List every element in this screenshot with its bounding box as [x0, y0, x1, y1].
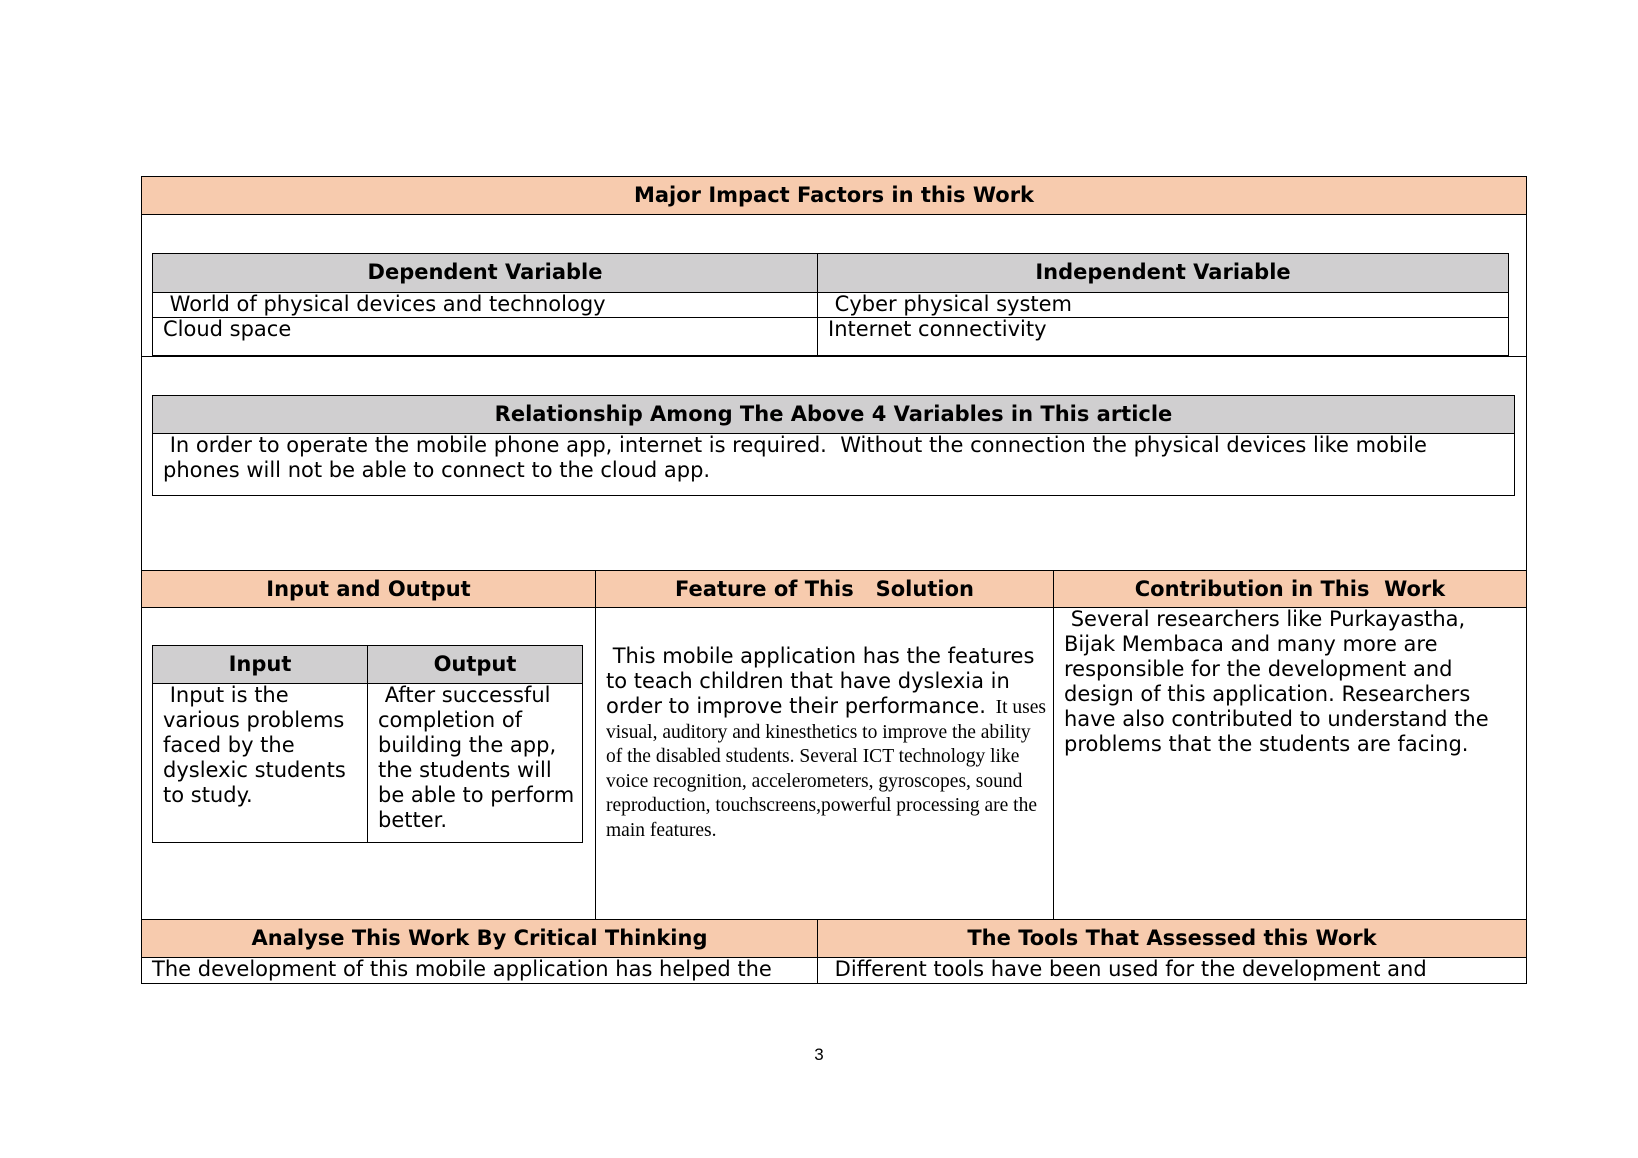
critical-thinking-text: The development of this mobile application has helped the [152, 957, 772, 981]
output-header: Output [368, 646, 582, 683]
feature-header: Feature of This Solution [596, 571, 1053, 607]
contribution-header: Contribution in This Work [1054, 571, 1526, 607]
variables-table [152, 253, 1509, 356]
relationship-body: In order to operate the mobile phone app, internet is required. Without the connection the physical devices like mobile phones will not be able to connect to the cloud app. [163, 433, 1434, 482]
major-impact-title: Major Impact Factors in this Work [633, 183, 1035, 207]
independent-variable-header: Independent Variable [818, 254, 1508, 292]
dependent-variable-header: Dependent Variable [153, 254, 817, 292]
input-cell: Input is the various problems faced by the dyslexic students to study. [163, 683, 353, 807]
relationship-header [153, 396, 1514, 433]
feature-serif-text: It uses visual, auditory and kinesthetics to improve the ability of the disabled students. Several ICT technology like voice recognition, accelerometers, gyroscopes, sound reproduction, touchscreens,powerful processing are the main features. [606, 697, 1051, 841]
page-table [141, 176, 1527, 984]
critical-thinking-header: Analyse This Work By Critical Thinking [142, 920, 817, 957]
major-impact-header [142, 177, 1526, 214]
relationship-table [152, 395, 1515, 496]
page-number: 3 [814, 1045, 824, 1064]
independent-cell-2: Internet connectivity [828, 317, 1047, 341]
input-output-header: Input and Output [142, 571, 595, 607]
output-cell: After successful completion of building the app, the students will be able to perform better. [378, 683, 581, 832]
feature-text [606, 644, 1051, 843]
dependent-cell-1: World of physical devices and technology [163, 292, 606, 316]
feature-sans-text: This mobile application has the features to teach children that have dyslexia in order to improve their performance. [606, 644, 1042, 718]
input-header: Input [153, 646, 367, 683]
tools-text: Different tools have been used for the development and [828, 957, 1427, 981]
io-table [152, 645, 583, 843]
contribution-text: Several researchers like Purkayastha, Bijak Membaca and many more are responsible for the development and design of this application. Researchers have also contributed to understand the problems that the students are facing. [1064, 607, 1496, 756]
tools-header: The Tools That Assessed this Work [818, 920, 1526, 957]
dependent-cell-2: Cloud space [163, 317, 292, 341]
independent-cell-1: Cyber physical system [828, 292, 1073, 316]
relationship-title: Relationship Among The Above 4 Variables in This article [494, 402, 1173, 426]
